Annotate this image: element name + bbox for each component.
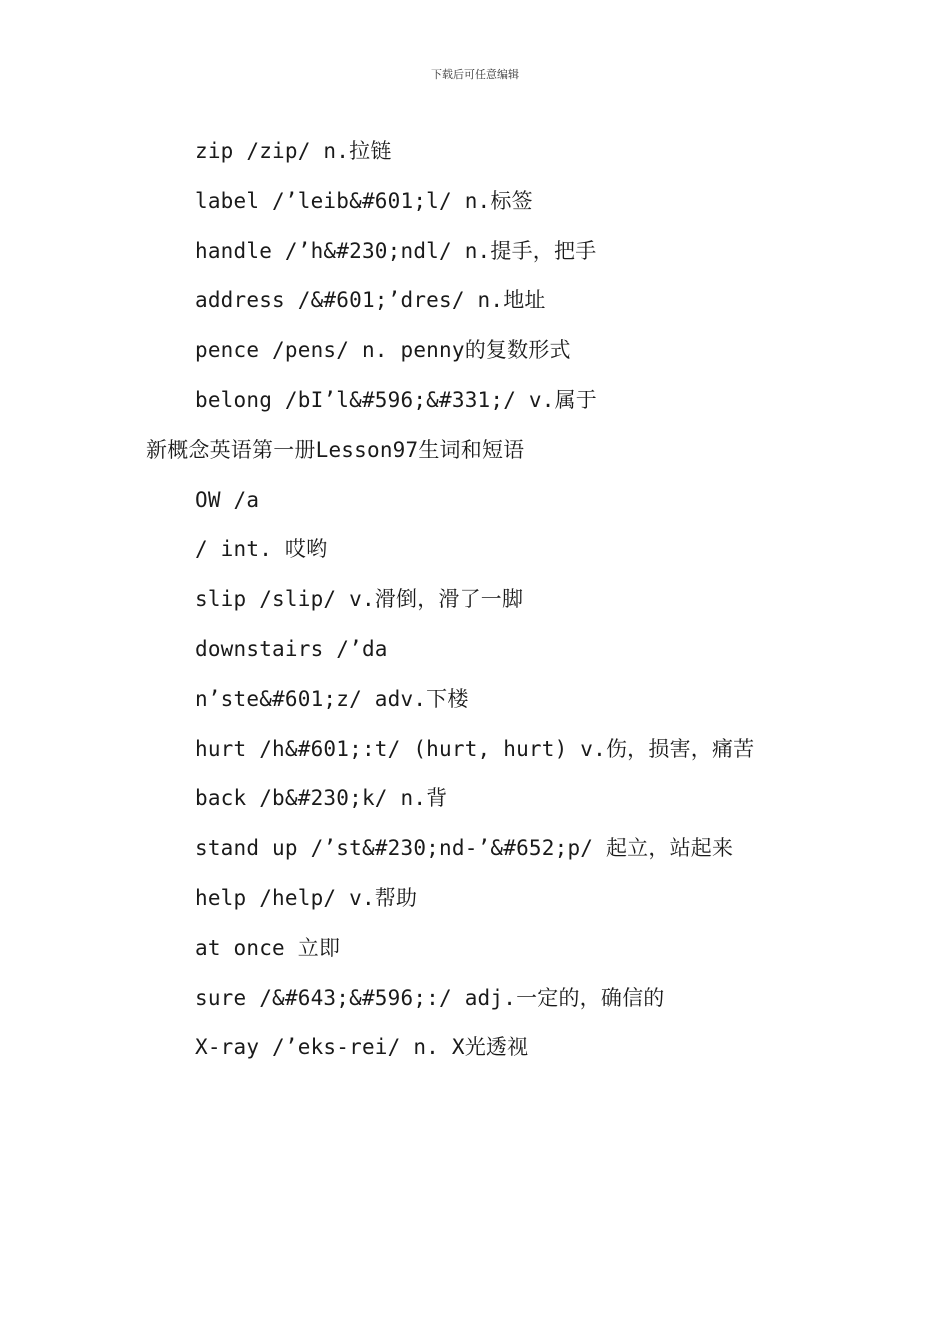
- vocab-line: stand up /’st&#230;nd-’&#652;p/ 起立，站起来: [195, 836, 734, 861]
- vocab-line: belong /bI’l&#596;&#331;/ v.属于: [195, 387, 598, 412]
- vocab-line: zip /zip/ n.拉链: [195, 139, 392, 163]
- vocab-line: / int. 哎哟: [195, 537, 328, 562]
- vocab-line: at once 立即: [195, 935, 341, 960]
- vocab-line: OW /a: [195, 487, 260, 512]
- vocab-line: n’ste&#601;z/ adv.下楼: [195, 686, 469, 711]
- page-header-note: 下载后可任意编辑: [431, 68, 519, 81]
- vocab-line: handle /’h&#230;ndl/ n.提手，把手: [195, 238, 597, 263]
- document-body: [0, 128, 950, 1074]
- vocab-line: pence /pens/ n. penny的复数形式: [195, 338, 571, 363]
- vocab-line: slip /slip/ v.滑倒，滑了一脚: [195, 587, 524, 612]
- vocab-line: help /help/ v.帮助: [195, 885, 418, 910]
- vocab-line: address /&#601;’dres/ n.地址: [195, 288, 546, 313]
- vocab-line: downstairs /’da: [195, 636, 388, 661]
- vocab-line: hurt /h&#601;:t/ (hurt, hurt) v.伤，损害，痛苦: [195, 736, 755, 761]
- vocab-line: X-ray /’eks-rei/ n. X光透视: [195, 1035, 529, 1060]
- vocab-line: back /b&#230;k/ n.背: [195, 786, 448, 811]
- vocab-line: sure /&#643;&#596;:/ adj.一定的，确信的: [195, 985, 665, 1010]
- vocab-line: label /’leib&#601;l/ n.标签: [195, 188, 533, 213]
- section-title: 新概念英语第一册Lesson97生词和短语: [146, 437, 525, 462]
